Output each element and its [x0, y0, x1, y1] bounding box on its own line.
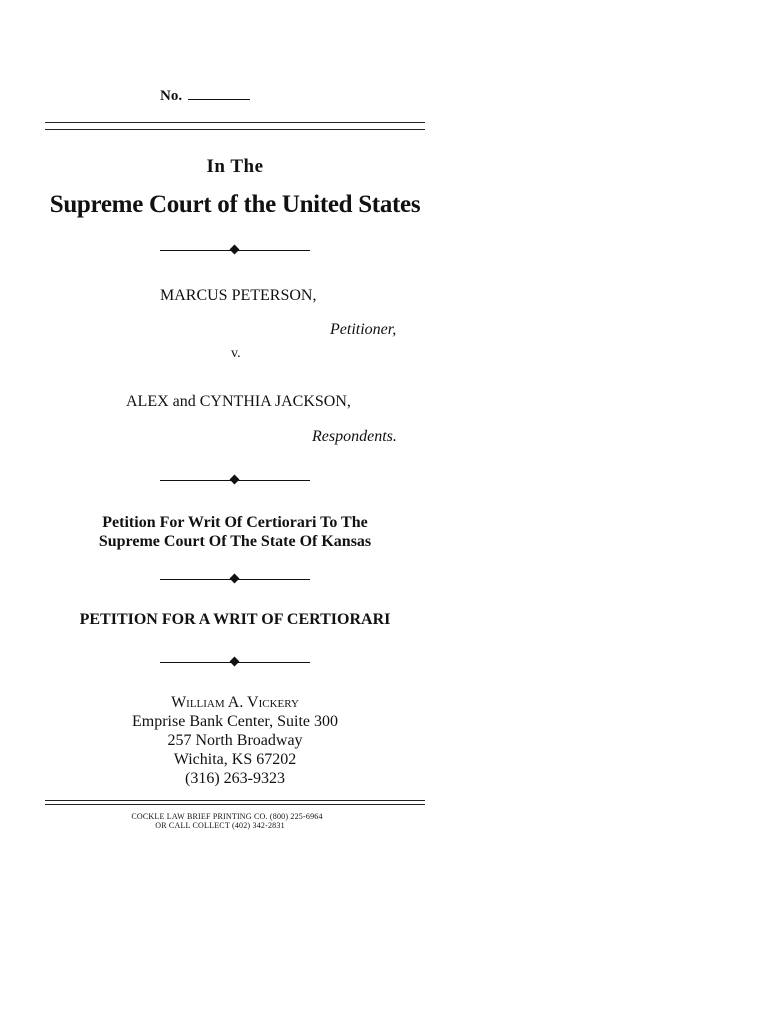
docket-label: No.	[160, 88, 183, 104]
counsel-block	[45, 693, 425, 788]
respondent-name: ALEX and CYNTHIA JACKSON,	[126, 393, 351, 410]
petition-to-court	[45, 513, 425, 551]
petition-to-line-1: Petition For Writ Of Certiorari To The	[102, 514, 368, 531]
counsel-city: Wichita, KS 67202	[173, 751, 297, 768]
counsel-phone: (316) 263-9323	[185, 770, 285, 787]
diamond-ornament-icon	[230, 657, 240, 667]
versus-label: v.	[231, 346, 241, 361]
in-the-heading: In The	[206, 156, 264, 177]
bottom-double-rule	[45, 800, 425, 805]
petitioner-name: MARCUS PETERSON,	[160, 287, 317, 304]
court-name: Supreme Court of the United States	[49, 191, 421, 218]
docket-number	[160, 86, 300, 105]
respondent-role: Respondents.	[312, 428, 397, 445]
petitioner-role: Petitioner,	[330, 321, 397, 338]
counsel-address-1: Emprise Bank Center, Suite 300	[132, 713, 338, 730]
divider-1	[160, 245, 310, 255]
diamond-ornament-icon	[230, 574, 240, 584]
divider-2	[160, 475, 310, 485]
printer-line-2: OR CALL COLLECT (402) 342-2831	[155, 821, 285, 830]
petition-to-line-2: Supreme Court Of The State Of Kansas	[98, 533, 372, 550]
top-double-rule	[45, 122, 425, 130]
counsel-name: William A. Vickery	[171, 694, 299, 711]
counsel-address-2: 257 North Broadway	[167, 732, 303, 749]
diamond-ornament-icon	[230, 475, 240, 485]
divider-3	[160, 574, 310, 584]
printer-credit	[45, 812, 425, 830]
docket-blank-line	[188, 86, 250, 100]
diamond-ornament-icon	[230, 245, 240, 255]
printer-line-1: COCKLE LAW BRIEF PRINTING CO. (800) 225-6964	[131, 812, 323, 821]
document-title: PETITION FOR A WRIT OF CERTIORARI	[79, 611, 391, 628]
divider-4	[160, 657, 310, 667]
